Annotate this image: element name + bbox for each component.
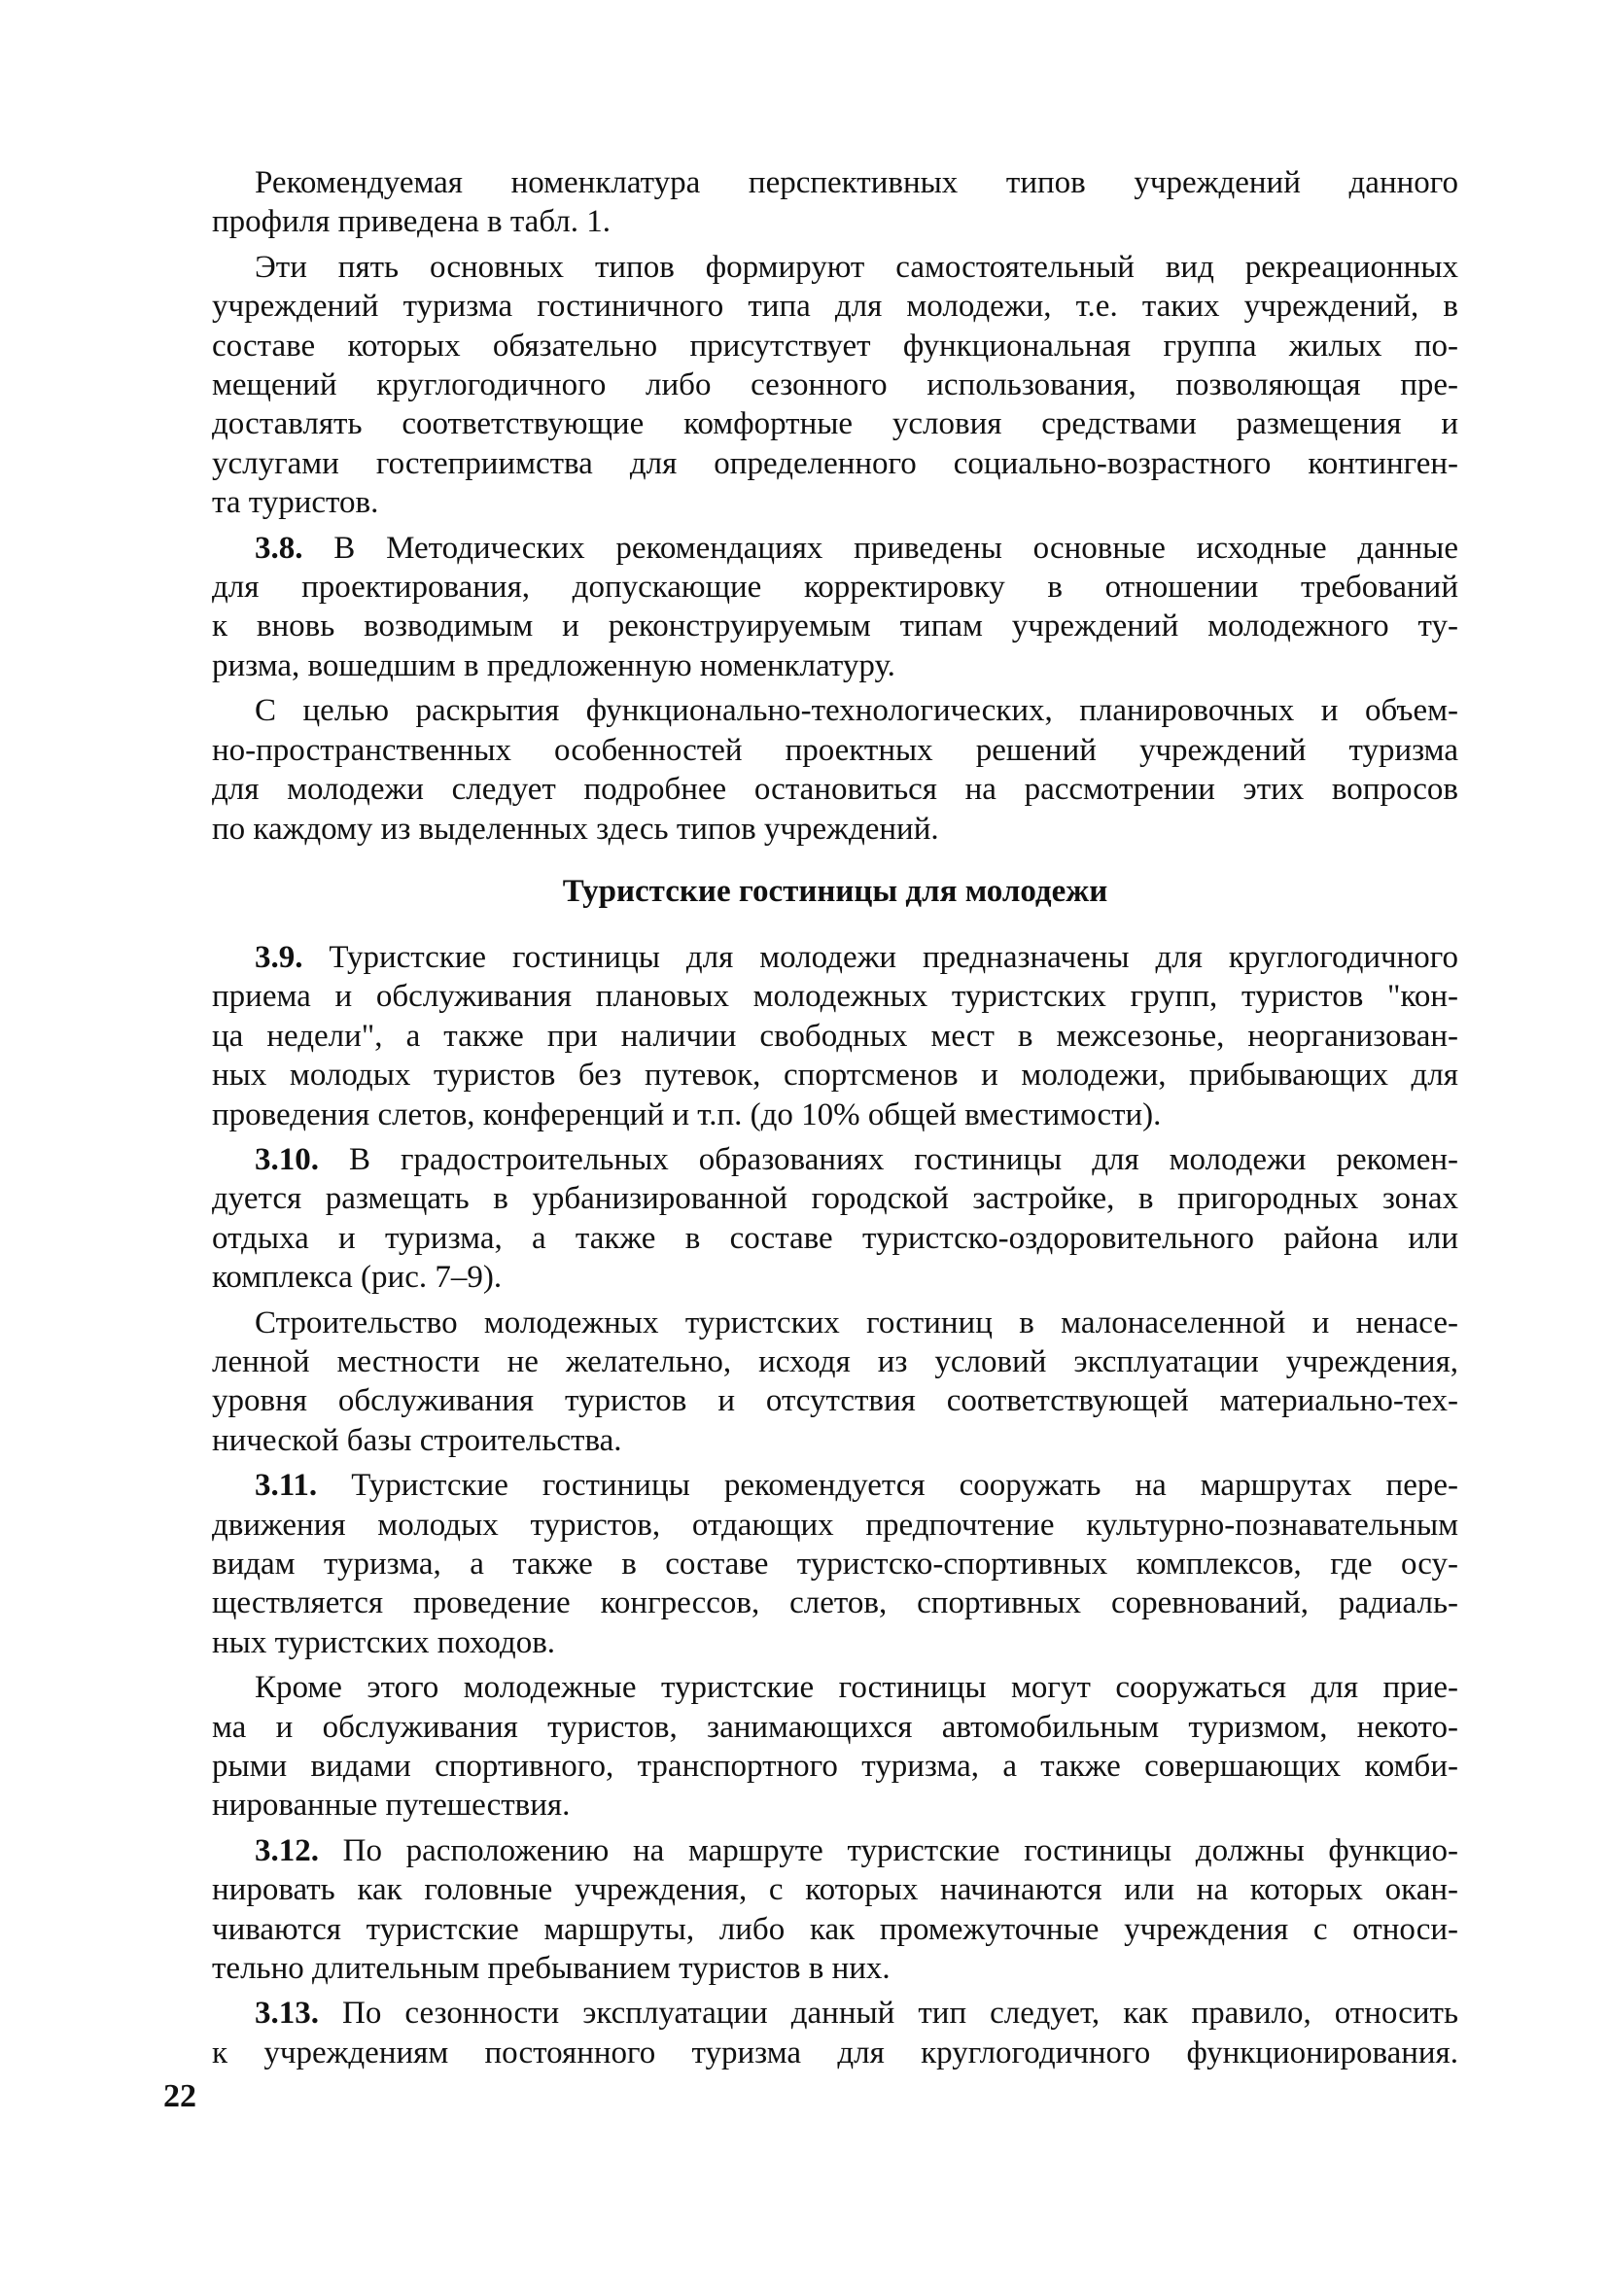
clause-number: 3.12.: [255, 1832, 319, 1868]
paragraph-besides: [212, 1668, 1458, 1826]
text-line: ма и обслуживания туристов, занимающихся автомобильным туризмом, некото-: [212, 1709, 1458, 1745]
text-line: чиваются туристские маршруты, либо как промежуточные учреждения с относи-: [212, 1911, 1458, 1947]
text-line: ных молодых туристов без путевок, спортсменов и молодежи, прибывающих для: [212, 1058, 1458, 1094]
text-line: ца недели", а также при наличии свободных мест в межсезонье, неорганизован-: [212, 1018, 1458, 1054]
text-line: к учреждениям постоянного туризма для круглогодичного функционирования.: [212, 2035, 1458, 2070]
text-line: рыми видами спортивного, транспортного туризма, а также совершающих комби-: [212, 1749, 1458, 1785]
text-line: Эти пять основных типов формируют самостоятельный вид рекреационных: [255, 249, 1458, 285]
text-line: [212, 529, 1458, 568]
text-line-rest: В градостроительных образованиях гостиницы для молодежи рекомен-: [319, 1141, 1458, 1177]
paragraph-construction: [212, 1304, 1458, 1461]
clause-number: 3.13.: [255, 1996, 319, 2032]
text-line: тельно длительным пребыванием туристов в них.: [212, 1951, 891, 1987]
text-line: профиля приведена в табл. 1.: [212, 204, 612, 240]
clause-number: 3.10.: [255, 1141, 319, 1177]
text-line-rest: По сезонности эксплуатации данный тип следует, как правило, относить: [319, 1996, 1458, 2032]
text-line: [212, 1466, 1458, 1505]
text-line: комплекса (рис. 7–9).: [212, 1260, 503, 1296]
text-line: для проектирования, допускающие корректировку в отношении требований: [212, 570, 1458, 606]
text-line: нической базы строительства.: [212, 1422, 622, 1458]
paragraph-purpose: [212, 691, 1458, 849]
text-line: дуется размещать в урбанизированной городской застройке, в пригородных зонах: [212, 1181, 1458, 1217]
paragraph-3-12: [212, 1831, 1458, 1989]
text-line: видам туризма, а также в составе туристско-спортивных комплексов, где осу-: [212, 1547, 1458, 1582]
page-body: [212, 163, 1458, 2078]
paragraph-3-9: [212, 938, 1458, 1134]
paragraph-3-8: [212, 529, 1458, 686]
text-line: Кроме этого молодежные туристские гостиницы могут сооружаться для прие-: [255, 1670, 1458, 1706]
text-line: ных туристских походов.: [212, 1624, 556, 1660]
text-line: движения молодых туристов, отдающих предпочтение культурно-познавательным: [212, 1507, 1458, 1543]
text-line: уровня обслуживания туристов и отсутствия соответствующей материально-тех-: [212, 1383, 1458, 1419]
section-heading: Туристские гостиницы для молодежи: [562, 873, 1108, 909]
text-line: ленной местности не желательно, исходя из условий эксплуатации учреждения,: [212, 1343, 1458, 1379]
text-line: отдыха и туризма, а также в составе туристско-оздоровительного района или: [212, 1220, 1458, 1256]
text-line: [212, 938, 1458, 977]
text-line: но-пространственных особенностей проектных решений учреждений туризма: [212, 732, 1458, 768]
text-line-rest: По расположению на маршруте туристские гостиницы должны функцио-: [319, 1832, 1458, 1868]
paragraph-five-types: [212, 248, 1458, 523]
text-line: учреждений туризма гостиничного типа для молодежи, т.е. таких учреждений, в: [212, 289, 1458, 325]
clause-number: 3.9.: [255, 939, 303, 975]
text-line: доставлять соответствующие комфортные условия средствами размещения и: [212, 406, 1458, 442]
paragraph-3-10: [212, 1140, 1458, 1298]
text-line: приема и обслуживания плановых молодежных туристских групп, туристов "кон-: [212, 979, 1458, 1015]
text-line: нированные путешествия.: [212, 1788, 571, 1824]
text-line: С целью раскрытия функционально-технологических, планировочных и объем-: [255, 693, 1458, 729]
text-line: [212, 1831, 1458, 1870]
text-line-rest: Туристские гостиницы для молодежи предназначены для круглогодичного: [302, 939, 1458, 975]
paragraph-nomenclature: [212, 163, 1458, 242]
text-line: нировать как головные учреждения, с которых начинаются или на которых окан-: [212, 1872, 1458, 1908]
text-line: услугами гостеприимства для определенного социально-возрастного континген-: [212, 445, 1458, 481]
text-line: [212, 1994, 1458, 2033]
text-line-rest: В Методических рекомендациях приведены основные исходные данные: [302, 530, 1458, 566]
text-line: проведения слетов, конференций и т.п. (до 10% общей вместимости).: [212, 1096, 1162, 1132]
text-line: [212, 1140, 1458, 1179]
text-line: по каждому из выделенных здесь типов учреждений.: [212, 811, 939, 847]
text-line: Строительство молодежных туристских гостиниц в малонаселенной и ненасе-: [255, 1305, 1458, 1340]
text-line: ществляется проведение конгрессов, слетов, спортивных соревнований, радиаль-: [212, 1585, 1458, 1621]
text-line: Рекомендуемая номенклатура перспективных типов учреждений данного: [255, 165, 1458, 200]
text-line: ризма, вошедшим в предложенную номенклатуру.: [212, 647, 895, 683]
text-line: для молодежи следует подробнее остановиться на рассмотрении этих вопросов: [212, 772, 1458, 808]
paragraph-3-11: [212, 1466, 1458, 1662]
text-line: к вновь возводимым и реконструируемым типам учреждений молодежного ту-: [212, 609, 1458, 644]
text-line: составе которых обязательно присутствует функциональная группа жилых по-: [212, 328, 1458, 364]
clause-number: 3.8.: [255, 530, 303, 566]
text-line-rest: Туристские гостиницы рекомендуется сооружать на маршрутах пере-: [317, 1468, 1458, 1504]
paragraph-3-13: [212, 1994, 1458, 2072]
clause-number: 3.11.: [255, 1468, 318, 1504]
text-line: та туристов.: [212, 485, 379, 521]
page-number: 22: [163, 2078, 196, 2114]
text-line: мещений круглогодичного либо сезонного использования, позволяющая пре-: [212, 367, 1458, 403]
